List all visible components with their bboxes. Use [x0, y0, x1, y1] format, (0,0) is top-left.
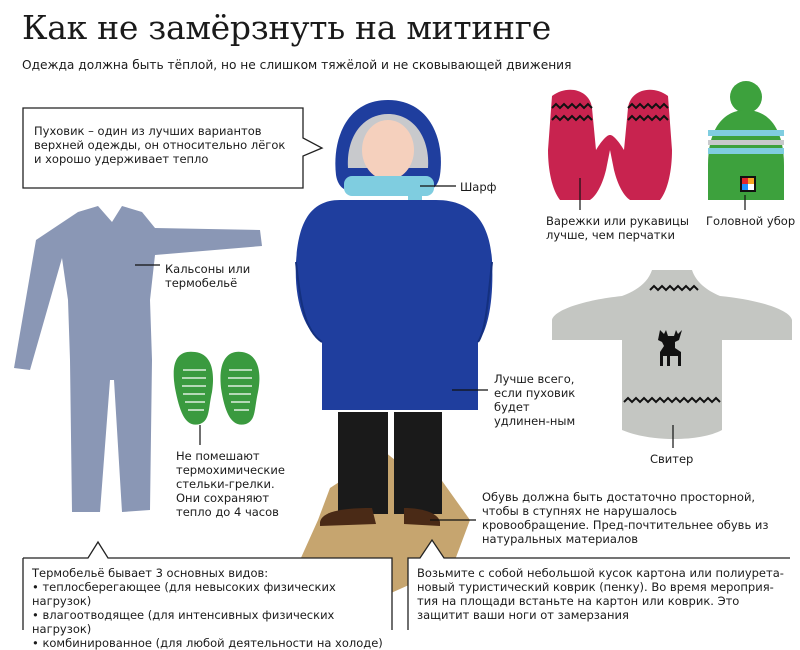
thermo-item: • влагоотводящее (для интенсивных физических нагрузок)	[32, 608, 335, 636]
thermo-item: • комбинированное (для любой деятельности на холоде)	[32, 636, 383, 650]
underwear-label: Кальсоны или термобельё	[165, 262, 251, 290]
hat-icon	[708, 81, 784, 200]
mittens-label: Варежки или рукавицы лучше, чем перчатки	[546, 214, 689, 242]
jacket-note: Пуховик – один из лучших вариантов верхней одежды, он относительно лёгок и хорошо удерживает тепло	[34, 124, 286, 166]
hat-label: Головной убор	[706, 214, 796, 228]
scarf-label: Шарф	[460, 180, 497, 194]
jacket-figure-icon	[296, 100, 493, 526]
insoles-label: Не помешают термохимические стельки-грелки. Они сохраняют тепло до 4 часов	[176, 449, 285, 519]
thermo-heading: Термобельё бывает 3 основных видов:	[32, 566, 269, 580]
mat-note: Возьмите с собой небольшой кусок картона или полиурета-новый туристический коврик (пенку). Во время мероприя-тия на площади встаньте на картон или коврик. Это защитит ваши ноги от замерзания	[417, 566, 784, 622]
long-jacket-label: Лучше всего, если пуховик будет удлинен-ным	[494, 372, 576, 428]
thermo-item: • теплосберегающее (для невысоких физических нагрузок)	[32, 580, 336, 608]
insoles-icon	[174, 352, 260, 425]
thermo-note	[32, 566, 387, 650]
mittens-icon	[548, 90, 672, 200]
shoes-label: Обувь должна быть достаточно просторной, чтобы в ступнях не нарушалось кровообращение. Пред-почтительнее обувь из натуральных материалов	[482, 490, 769, 546]
sweater-label: Свитер	[650, 452, 694, 466]
page-subtitle: Одежда должна быть тёплой, но не слишком тяжёлой и не сковывающей движения	[22, 58, 572, 72]
page-title: Как не замёрзнуть на митинге	[22, 8, 551, 47]
